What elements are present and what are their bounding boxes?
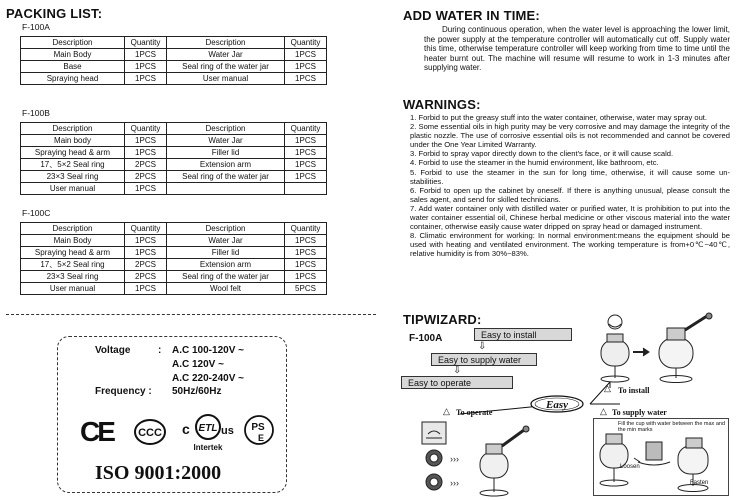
add-water-title: ADD WATER IN TIME: [403,8,540,23]
table-header-row [21,37,327,49]
voltage-value-1: A.C 100-120V ~ [172,345,244,356]
table-cell: 2PCS [125,259,167,271]
to-supply-label: To supply water [612,408,667,417]
table-cell: 17、5×2 Seal ring [21,259,125,271]
packing-table [20,222,327,295]
column-header: Quantity [125,223,167,235]
column-header: Description [167,223,285,235]
table-cell: 1PCS [285,171,327,183]
svg-text:›››: ››› [450,454,459,464]
voltage-value-2: A.C 120V ~ [172,359,224,370]
table-cell: Spraying head & arm [21,147,125,159]
table-cell: 1PCS [285,147,327,159]
column-header: Description [21,223,125,235]
table-cell: 23×3 Seal ring [21,271,125,283]
tipwizard-title: TIPWIZARD: [403,312,482,327]
table-cell: Main Body [21,235,125,247]
table-cell: Seal ring of the water jar [167,271,285,283]
warnings-title: WARNINGS: [403,97,481,112]
ccc-mark-text: CCC [138,427,162,439]
table-row [21,135,327,147]
etl-mark-icon [180,408,240,454]
table-cell: 1PCS [125,147,167,159]
table-row [21,61,327,73]
intertek-text: Intertek [193,443,223,452]
table-cell: 1PCS [285,159,327,171]
warning-item: 7. Add water container only with distilled water or purified water, It is prohibition to put into the water container essential oil, Chinese herbal medicine or other viscous material into the water container, otherwise easily cause water dripped on spray head or damaged instrument. [410,203,730,232]
table-row [21,235,327,247]
table-cell: 1PCS [285,49,327,61]
frequency-label: Frequency : [95,386,152,397]
warning-item: 5. Forbid to use the steamer in the sun for long time, otherwise, it will cause some un-stabilities. [410,167,730,186]
table-row [21,283,327,295]
supply-triangle-icon: △ [600,406,607,416]
table-cell: Main body [21,135,125,147]
model-label: F-100C [22,208,51,218]
iso-certification: ISO 9001:2000 [95,462,222,484]
table-cell: Spraying head & arm [21,247,125,259]
table-row [21,49,327,61]
to-install-label: To install [618,386,650,395]
table-cell: 1PCS [125,183,167,195]
voltage-value-3: A.C 220-240V ~ [172,373,244,384]
table-cell: 1PCS [125,235,167,247]
table-row [21,259,327,271]
table-cell: Extension arm [167,159,285,171]
column-header: Quantity [125,123,167,135]
table-cell: Extension arm [167,259,285,271]
ccc-mark-icon [133,418,167,446]
column-header: Quantity [285,37,327,49]
svg-text:›››: ››› [450,478,459,488]
table-cell: Seal ring of the water jar [167,61,285,73]
column-header: Description [21,37,125,49]
column-header: Description [21,123,125,135]
table-cell: 5PCS [285,283,327,295]
warning-item: 2. Some essential oils in high purity may be very corrosive and may damage the integrity of the plastic nozzle. The use of corrosive essential oils is not recommended and cannot be covered under the One Year Limited Warranty. [410,122,730,150]
tip-step-operate: Easy to operate [401,376,513,389]
table-cell: User manual [21,283,125,295]
table-cell: Water Jar [167,235,285,247]
model-label: F-100A [22,22,50,32]
table-cell: 1PCS [285,235,327,247]
loosen-label: Loosen [620,464,640,470]
install-triangle-icon: △ [604,383,611,393]
tip-step-supply: Easy to supply water [431,353,537,366]
table-cell: Base [21,61,125,73]
table-cell: 2PCS [125,159,167,171]
table-row [21,147,327,159]
tip-arrow-down-1-icon: ⇩ [478,341,487,352]
add-water-text: During continuous operation, when the water level is approaching the lower limit, the power supply at the temperature controller will automatically cut off. Supply water this time, otherwise temperature controller will keep working from time to time until the heater burnt out. The machine will resume will resume to work in 1-3 minutes after supplying water. [424,25,730,73]
table-cell: Spraying head [21,73,125,85]
supply-illustration [594,432,728,496]
easy-text: Easy [546,399,568,411]
table-cell: 1PCS [285,61,327,73]
easy-badge [529,394,585,414]
table-cell: 1PCS [125,247,167,259]
table-cell: 1PCS [125,135,167,147]
warning-item: 1. Forbid to put the greasy stuff into the water container, otherwise, water may spray out. [410,113,708,122]
table-header-row [21,223,327,235]
table-cell: 2PCS [125,271,167,283]
column-header: Quantity [285,123,327,135]
tip-arrow-down-2-icon: ⇩ [453,365,462,376]
packing-table [20,122,327,195]
warning-item: 3. Forbid to spray vapor directly down to the client's face, or it will cause scald. [410,149,674,159]
voltage-label: Voltage [95,345,131,356]
table-cell: Water Jar [167,135,285,147]
table-row [21,171,327,183]
fasten-label: Fasten [690,480,709,486]
warning-item: 4. Forbid to use the steamer in the humid environment, like bathroom, etc. [410,158,659,168]
table-cell [285,183,327,195]
operate-triangle-icon: △ [443,406,450,416]
section-divider [6,314,376,315]
tip-step-install: Easy to install [474,328,572,341]
table-cell: 1PCS [125,73,167,85]
table-cell: 1PCS [285,247,327,259]
ce-mark-icon: CE [80,416,113,447]
table-cell: 1PCS [285,271,327,283]
table-row [21,73,327,85]
table-row [21,271,327,283]
frequency-value: 50Hz/60Hz [172,386,222,397]
packing-table [20,36,327,85]
tipwizard-model: F-100A [409,333,443,344]
packing-list-title: PACKING LIST: [6,6,103,21]
column-header: Description [167,123,285,135]
table-cell: Filler lid [167,247,285,259]
fill-note: Fill the cup with water between the max and the min marks [618,421,726,433]
pse-mark-icon [243,413,275,447]
table-row [21,247,327,259]
voltage-colon: : [158,345,162,356]
table-cell: 17、5×2 Seal ring [21,159,125,171]
table-cell: Wool felt [167,283,285,295]
warning-item: 8. Climatic environment for working: In normal environment:means the equipment should be used with heating and ventilated environment. The working temperature is from+0℃~40℃, relative humidity is from 30%~83%. [410,231,730,259]
pse-e-text: E [257,433,265,443]
table-cell: Water Jar [167,49,285,61]
model-label: F-100B [22,108,50,118]
table-row [21,183,327,195]
table-cell: 1PCS [125,283,167,295]
table-header-row [21,123,327,135]
pse-ps-text: PS [251,422,265,433]
column-header: Quantity [125,37,167,49]
table-cell: 1PCS [285,73,327,85]
column-header: Description [167,37,285,49]
table-cell: Main Body [21,49,125,61]
table-cell: 1PCS [125,61,167,73]
table-cell: 23×3 Seal ring [21,171,125,183]
table-cell: Filler lid [167,147,285,159]
table-row [21,159,327,171]
warnings-list [410,113,730,259]
operate-illustration [420,420,540,498]
table-cell: User manual [21,183,125,195]
install-illustration [589,312,729,384]
table-cell: 1PCS [125,49,167,61]
etl-c-text: c [182,421,190,437]
table-cell: 1PCS [285,259,327,271]
table-cell [167,183,285,195]
table-cell: Seal ring of the water jar [167,171,285,183]
column-header: Quantity [285,223,327,235]
warning-item: 6. Forbid to open up the cabinet by oneself. If there is anything unusual, please consult the sales agent, and send for skilled technicians. [410,185,730,204]
to-operate-label: To operate [456,408,493,417]
table-cell: 2PCS [125,171,167,183]
etl-us-text: us [221,425,234,437]
table-cell: User manual [167,73,285,85]
etl-mid-text: ETL [198,423,218,434]
table-cell: 1PCS [285,135,327,147]
